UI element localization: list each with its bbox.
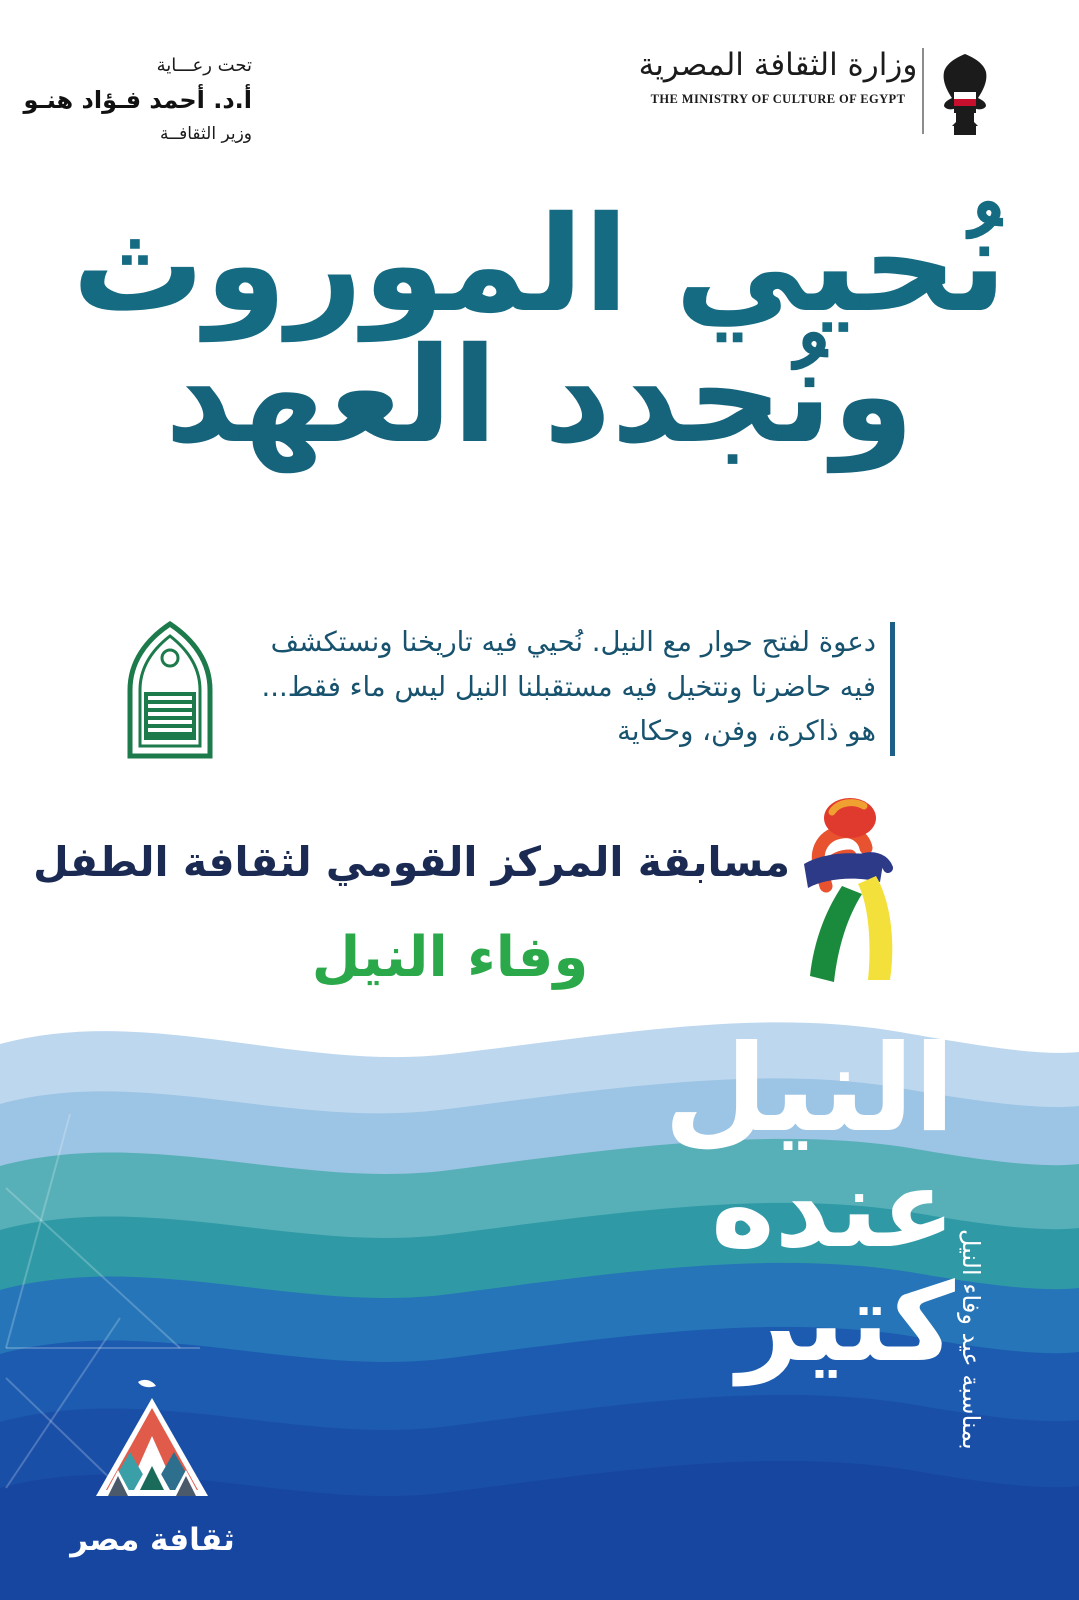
title-line-2: ونُجدد العهد xyxy=(164,318,915,473)
nile-slogan xyxy=(663,1020,955,1560)
ministry-name-english: THE MINISTRY OF CULTURE OF EGYPT xyxy=(650,91,906,106)
nile-slogan-line-2: عنده xyxy=(710,1147,955,1272)
child-culture-center-icon xyxy=(780,790,960,1010)
egypt-eagle-emblem-icon xyxy=(938,52,992,138)
competition-title: وفاء النيل xyxy=(311,925,589,990)
nile-occasion-note: بمناسبة عيد وفاء النيل xyxy=(957,1229,985,1450)
culture-egypt-triangles-logo-icon xyxy=(60,1378,245,1518)
description-text: دعوة لفتح حوار مع النيل. نُحيي فيه تاريخنا ونستكشف فيه حاضرنا ونتخيل فيه مستقبلنا النيل ليس ماء فقط... هو ذاكرة، وفن، وحكاية xyxy=(261,626,876,748)
culture-egypt-logo xyxy=(60,1378,245,1568)
description-block xyxy=(258,620,898,754)
culture-egypt-label: ثقافة مصر xyxy=(70,1522,235,1558)
patron-prefix: تحت رعـــاية xyxy=(156,55,252,76)
nile-slogan-line-3: كتير xyxy=(736,1261,955,1386)
patron-name: أ.د. أحمد فـؤاد هنـو xyxy=(23,86,252,114)
patron-block xyxy=(23,52,252,148)
ministry-name-arabic: وزارة الثقافة المصرية xyxy=(638,47,918,83)
nile-slogan-line-1: النيل xyxy=(663,1020,955,1159)
competition-subtitle: مسابقة المركز القومي لثقافة الطفل xyxy=(33,838,790,886)
header-divider xyxy=(922,48,924,134)
patron-role: وزير الثقافــة xyxy=(160,124,252,144)
page-title xyxy=(0,188,1079,473)
ministry-block xyxy=(628,46,928,107)
supreme-council-of-culture-logo-icon xyxy=(100,618,240,768)
title-line-1: نُحيي الموروث xyxy=(72,188,1007,342)
poster-header xyxy=(0,0,1079,170)
